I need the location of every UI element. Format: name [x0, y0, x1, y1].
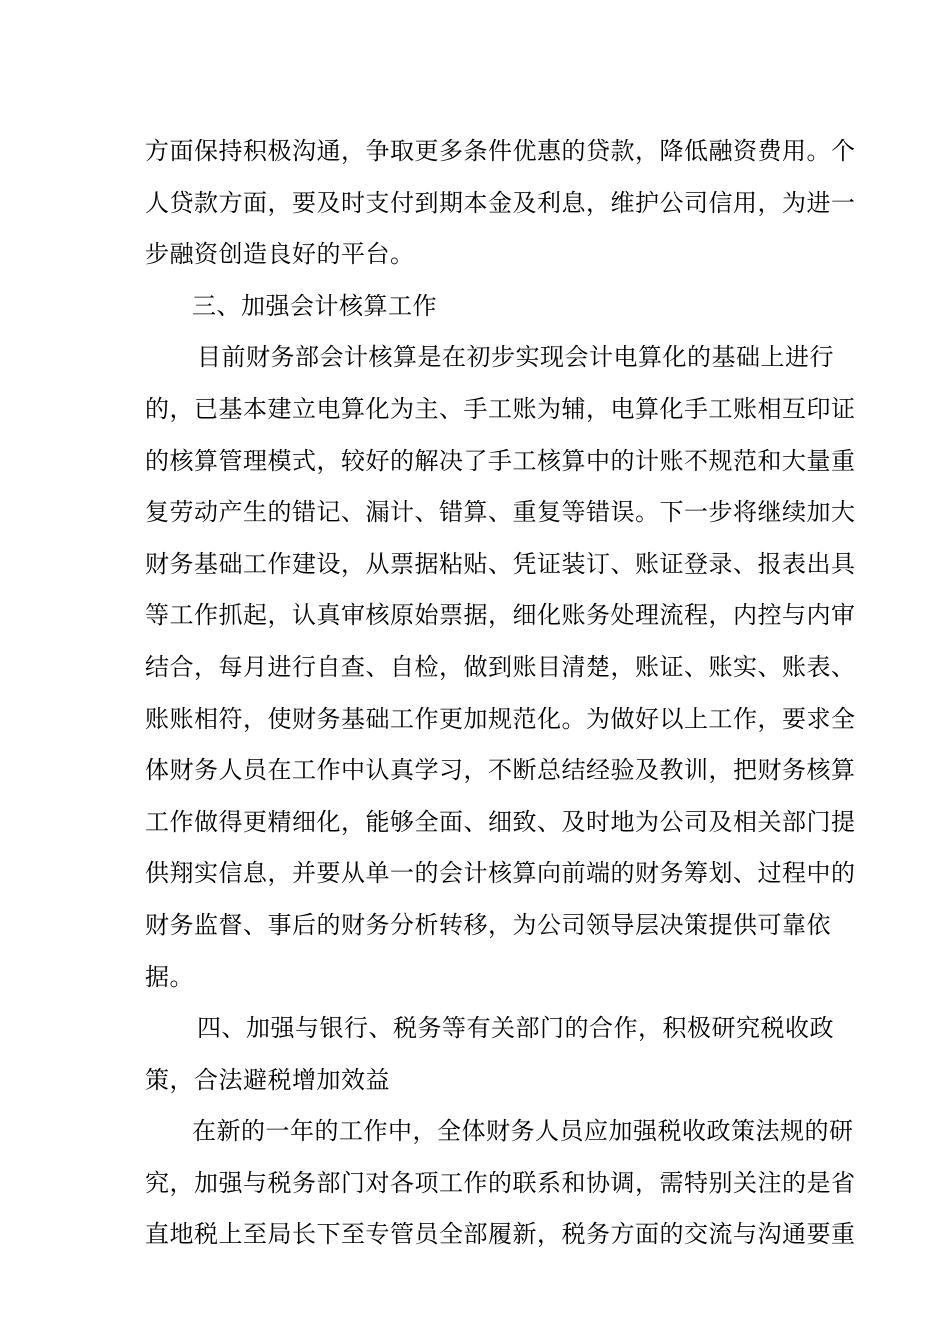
- paragraph-line: 方面保持积极沟通，争取更多条件优惠的贷款，降低融资费用。个: [145, 137, 856, 165]
- paragraph-line: 的核算管理模式，较好的解决了手工核算中的计账不规范和大量重: [145, 446, 856, 475]
- paragraph-line: 结合，每月进行自查、自检，做到账目清楚，账证、账实、账表、: [145, 652, 856, 681]
- paragraph-line: 工作做得更精细化，能够全面、细致、及时地为公司及相关部门提: [145, 807, 856, 836]
- section-heading-3: 三、加强会计核算工作: [192, 291, 437, 320]
- section-heading-4: 四、加强与银行、税务等有关部门的合作，积极研究税收政: [197, 1014, 834, 1043]
- paragraph-line: 供翔实信息，并要从单一的会计核算向前端的财务筹划、过程中的: [145, 859, 856, 888]
- paragraph-line: 等工作抓起，认真审核原始票据，细化账务处理流程，内控与内审: [145, 601, 856, 630]
- paragraph-line: 账账相符，使财务基础工作更加规范化。为做好以上工作，要求全: [145, 704, 856, 733]
- paragraph-line: 的，已基本建立电算化为主、手工账为辅，电算化手工账相互印证: [145, 394, 856, 423]
- paragraph-line: 财务监督、事后的财务分析转移，为公司领导层决策提供可靠依: [145, 910, 831, 939]
- paragraph-line: 究，加强与税务部门对各项工作的联系和协调，需特别关注的是省: [145, 1168, 856, 1197]
- paragraph-line: 直地税上至局长下至专管员全部履新，税务方面的交流与沟通要重: [145, 1220, 856, 1249]
- paragraph-line: 步融资创造良好的平台。: [145, 240, 415, 269]
- paragraph-line: 复劳动产生的错记、漏计、错算、重复等错误。下一步将继续加大: [145, 498, 856, 527]
- paragraph-line: 在新的一年的工作中，全体财务人员应加强税收政策法规的研: [192, 1117, 854, 1146]
- paragraph-line: 据。: [145, 962, 194, 991]
- paragraph-line: 人贷款方面，要及时支付到期本金及利息，维护公司信用，为进一: [145, 188, 856, 217]
- paragraph-line: 目前财务部会计核算是在初步实现会计电算化的基础上进行: [197, 343, 834, 372]
- paragraph-line: 财务基础工作建设，从票据粘贴、凭证装订、账证登录、报表出具: [145, 549, 856, 578]
- paragraph-line: 体财务人员在工作中认真学习，不断总结经验及教训，把财务核算: [145, 756, 856, 785]
- section-heading-4-continued: 策，合法避税增加效益: [145, 1065, 390, 1094]
- document-body: [145, 126, 856, 1261]
